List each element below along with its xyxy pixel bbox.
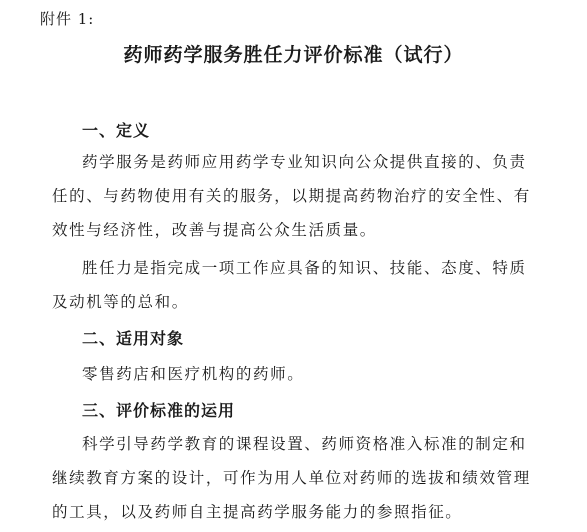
- paragraph-line: 效性与经济性，改善与提高公众生活质量。: [52, 221, 377, 239]
- paragraph-line: 及动机等的总和。: [52, 293, 189, 311]
- paragraph-line: 的工具，以及药师自主提高药学服务能力的参照指征。: [52, 503, 463, 521]
- attachment-label: 附件 1:: [40, 10, 95, 28]
- paragraph-line: 任的、与药物使用有关的服务，以期提高药物治疗的安全性、有: [52, 187, 531, 205]
- paragraph-line: 零售药店和医疗机构的药师。: [82, 365, 305, 383]
- section-heading-definition: 一、定义: [82, 121, 151, 140]
- section-heading-scope: 二、适用对象: [82, 329, 185, 348]
- paragraph-line: 科学引导药学教育的课程设置、药师资格准入标准的制定和: [82, 435, 527, 453]
- paragraph-line: 胜任力是指完成一项工作应具备的知识、技能、态度、特质: [82, 259, 527, 277]
- section-heading-application: 三、评价标准的运用: [82, 401, 236, 420]
- document-title: 药师药学服务胜任力评价标准（试行）: [123, 44, 464, 66]
- paragraph-line: 药学服务是药师应用药学专业知识向公众提供直接的、负责: [82, 153, 527, 171]
- paragraph-line: 继续教育方案的设计，可作为用人单位对药师的选拔和绩效管理: [52, 469, 531, 487]
